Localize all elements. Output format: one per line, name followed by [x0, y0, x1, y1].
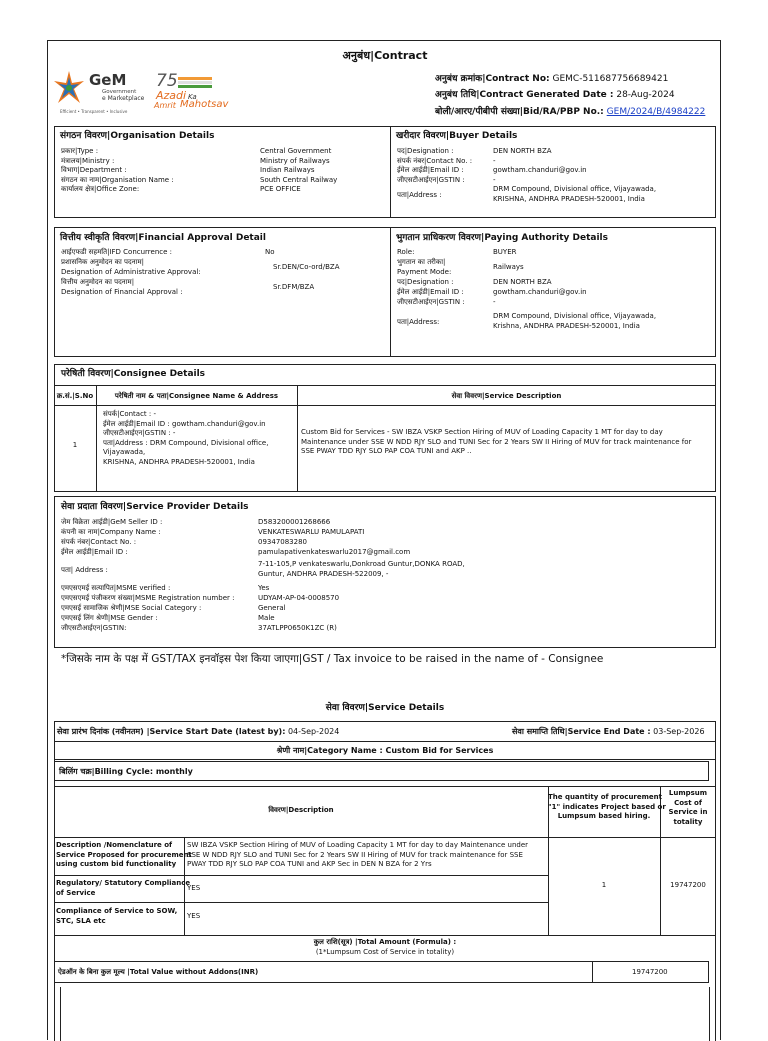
- paying-email-value: gowtham.chanduri@gov.in: [493, 288, 587, 296]
- payment-mode-label-2: Payment Mode:: [397, 268, 452, 276]
- buyer-designation-value: DEN NORTH BZA: [493, 147, 552, 155]
- gst-note: *जिसके नाम के पक्ष में GST/TAX इनवॉइस पेश किया जाएगा|GST / Tax invoice to be raised in the name of - Consignee: [61, 653, 604, 665]
- row-key-line: Description /Nomenclature of: [56, 841, 173, 849]
- buyer-gstin-label: जीएसटीआईएन|GSTIN :: [397, 175, 465, 184]
- consignee-line: Vijayawada,: [103, 448, 146, 456]
- provider-address-row: [61, 558, 711, 584]
- paying-address-row: [397, 312, 715, 334]
- paying-gstin-value: -: [493, 298, 496, 306]
- buyer-row: [397, 166, 715, 176]
- provider-email-label: ईमेल आईडी|Email ID :: [61, 548, 128, 556]
- org-details: [61, 147, 381, 195]
- paying-heading: भुगतान प्राधिकरण विवरण|Paying Authority Details: [396, 233, 609, 243]
- provider-details: [61, 518, 711, 634]
- col-sno: क्र.सं.|S.No: [56, 392, 94, 400]
- fin-approval-label-2: Designation of Financial Approval :: [61, 288, 183, 296]
- row-description-value: [187, 841, 528, 870]
- flag-green: [178, 85, 212, 88]
- contract-date: [435, 89, 675, 101]
- provider-row: [61, 594, 711, 604]
- paying-details: [397, 248, 715, 334]
- org-row: [61, 157, 381, 167]
- provider-gstin-value: 37ATLPP0650K1ZC (R): [258, 624, 337, 632]
- provider-row: [61, 624, 711, 634]
- consignee-line: संपर्क|Contact : -: [103, 410, 157, 418]
- buyer-address-line1: DRM Compound, Divisional office, Vijayawada,: [493, 185, 657, 193]
- col-quantity-line: "1" indicates Project based or: [548, 802, 666, 811]
- contract-page: [47, 40, 721, 1040]
- org-type-value: Central Government: [260, 147, 332, 155]
- contract-no: [435, 73, 668, 85]
- consignee-line: जीएसटीआईएन|GSTIN : -: [103, 429, 176, 437]
- row-description-key: [56, 841, 192, 870]
- divider: [54, 741, 716, 742]
- col-quantity: [548, 793, 666, 822]
- gem-name: GeM: [89, 71, 127, 89]
- role-value: BUYER: [493, 248, 517, 256]
- financial-heading: वित्तीय स्वीकृति विवरण|Financial Approval Detail: [60, 233, 266, 243]
- row-value-line: PWAY TDD RJY SLO PAP COA TUNI and AKP Sec in DEN N BZA for 2 Yrs: [187, 860, 432, 868]
- consignee-line: KRISHNA, ANDHRA PRADESH-520001, India: [103, 457, 255, 466]
- billing-cycle: बिलिंग चक्र|Billing Cycle: monthly: [59, 767, 193, 776]
- msme-verified-label: एमएसएमई सत्यापित|MSME verified :: [61, 584, 171, 592]
- azadi-logo: [154, 71, 244, 115]
- org-zone-value: PCE OFFICE: [260, 185, 301, 193]
- paying-row: [397, 278, 715, 288]
- row-value-line: SSE W NDD RJY SLO and TUNI Sec for 2 Years SW II Hiring of MUV for track maintenance for SSE: [187, 850, 523, 859]
- org-ministry-value: Ministry of Railways: [260, 156, 330, 165]
- row-compliance-key: [56, 907, 177, 926]
- service-start: [57, 726, 339, 737]
- buyer-email-value: gowtham.chanduri@gov.in: [493, 166, 587, 174]
- buyer-row: [397, 157, 715, 167]
- org-department-label: विभाग|Department :: [61, 166, 127, 174]
- contract-date-label: अनुबंध तिथि|Contract Generated Date :: [435, 90, 614, 100]
- category-name: श्रेणी नाम|Category Name : Custom Bid for Services: [276, 746, 494, 755]
- buyer-gstin-value: -: [493, 175, 496, 184]
- col-lumpsum: [660, 789, 716, 827]
- azadi-text-1: Azadi: [156, 89, 187, 102]
- col-lumpsum-line: Service in: [668, 808, 708, 816]
- mse-gender-value: Male: [258, 614, 275, 622]
- divider: [54, 837, 716, 838]
- mse-social-value: General: [258, 604, 286, 612]
- provider-contact-value: 09347083280: [258, 538, 307, 546]
- divider: [54, 385, 716, 386]
- lumpsum-value: 19747200: [670, 881, 706, 889]
- consignee-address: [103, 410, 295, 467]
- divider: [54, 875, 548, 876]
- buyer-heading: खरीदार विवरण|Buyer Details: [396, 131, 518, 141]
- mse-gender-label: एमएसई लिंग श्रेणी|MSE Gender :: [61, 614, 158, 622]
- paying-designation-label: पद|Designation :: [397, 278, 454, 286]
- service-desc-line: Maintenance under SSE W NDD RJY SLO and TUNI Sec for 2 Years SW II Hiring of MUV for track maintenance for: [301, 437, 692, 446]
- org-type-label: प्रकार|Type :: [61, 147, 99, 155]
- row-key-line: using custom bid functionality: [56, 860, 177, 868]
- financial-row: [61, 278, 381, 298]
- divider: [390, 126, 391, 218]
- buyer-details: [397, 147, 715, 206]
- divider: [54, 902, 548, 903]
- contract-date-value: 28-Aug-2024: [616, 90, 675, 100]
- service-end: [512, 726, 705, 737]
- col-service-desc: सेवा विवरण|Service Description: [451, 392, 562, 400]
- financial-details: [61, 248, 381, 298]
- row-key-line: STC, SLA etc: [56, 916, 106, 925]
- divider: [592, 961, 593, 983]
- org-row: [61, 147, 381, 157]
- provider-contact-label: संपर्क नंबर|Contact No. :: [61, 538, 137, 546]
- col-lumpsum-line: Cost of: [674, 798, 702, 807]
- contract-no-label: अनुबंध क्रमांक|Contract No:: [435, 74, 550, 84]
- paying-address-label: पता|Address:: [397, 318, 440, 326]
- org-row: [61, 185, 381, 195]
- provider-row: [61, 528, 711, 538]
- total-formula-title: कुल राशि(सूत्र) |Total Amount (Formula) :: [313, 938, 457, 946]
- page-title: अनुबंध|Contract: [342, 49, 428, 62]
- contract-no-value: GEMC-511687756689421: [552, 74, 669, 84]
- addon-value: 19747200: [632, 968, 668, 976]
- quantity-value: 1: [601, 881, 607, 889]
- paying-row: [397, 288, 715, 298]
- provider-row: [61, 518, 711, 528]
- row-compliance-value: YES: [187, 912, 201, 920]
- provider-email-value: pamulapativenkateswarlu2017@gmail.com: [258, 548, 411, 556]
- buyer-address-line2: KRISHNA, ANDHRA PRADESH-520001, India: [493, 195, 645, 203]
- addon-label: ऐडऑन के बिना कुल मूल्य |Total Value without Addons(INR): [58, 968, 259, 976]
- paying-address-line2: Krishna, ANDHRA PRADESH-520001, India: [493, 322, 640, 330]
- company-value: VENKATESWARLU PAMULAPATI: [258, 528, 365, 536]
- admin-approval-label-2: Designation of Administrative Approval:: [61, 268, 201, 276]
- paying-row: [397, 298, 715, 312]
- provider-row: [61, 614, 711, 624]
- org-row: [61, 176, 381, 186]
- azadi-text-3: Amrit: [154, 101, 176, 110]
- financial-row: [61, 258, 381, 278]
- org-department-value: Indian Railways: [260, 166, 315, 174]
- azadi-text-2: Ka: [188, 93, 197, 101]
- row-key-line: Compliance of Service to SOW,: [56, 907, 178, 915]
- consignee-service-desc: [301, 428, 713, 457]
- msme-reg-label: एमएसएमई पंजीकरण संख्या|MSME Registration number :: [61, 594, 235, 602]
- row-regulatory-key: [56, 879, 190, 898]
- row-key-line: of Service: [56, 888, 96, 897]
- consignee-heading: परेषिती विवरण|Consignee Details: [61, 369, 206, 379]
- consignee-sno: 1: [72, 441, 78, 449]
- fin-approval-value: Sr.DFM/BZA: [273, 283, 315, 291]
- financial-row: [61, 248, 381, 258]
- msme-verified-value: Yes: [258, 584, 270, 592]
- divider: [709, 987, 710, 1041]
- buyer-contact-value: -: [493, 156, 496, 165]
- service-end-value: 03-Sep-2026: [653, 727, 705, 736]
- gem-sub1: Government: [102, 89, 137, 95]
- org-name-label: संगठन का नाम|Organisation Name :: [61, 175, 174, 184]
- service-start-value: 04-Sep-2024: [287, 727, 340, 736]
- buyer-address-row: [397, 185, 715, 206]
- service-desc-line: SSE PWAY TDD RJY SLO PAP COA TUNI and AKP ..: [301, 447, 472, 455]
- row-value-line: SW IBZA VSKP Section Hiring of MUV of Loading Capacity 1 MT for day to day Maintenance under: [187, 841, 529, 849]
- service-desc-line: Custom Bid for Services - SW IBZA VSKP Section Hiring of MUV of Loading Capacity 1 MT for day to day: [301, 428, 663, 436]
- seller-id-value: D583200001268666: [258, 518, 331, 526]
- col-lumpsum-line: Lumpsum: [668, 789, 708, 797]
- bid-no-link[interactable]: GEM/2024/B/4984222: [606, 107, 706, 117]
- org-row: [61, 166, 381, 176]
- service-heading: सेवा विवरण|Service Details: [325, 703, 445, 713]
- provider-address-label: पता| Address :: [61, 566, 108, 574]
- payment-mode-value: Railways: [493, 263, 524, 271]
- ifd-value: No: [265, 248, 275, 256]
- service-start-label: सेवा प्रारंभ दिनांक (नवीनतम) |Service Start Date (latest by):: [57, 727, 286, 736]
- total-formula-desc: (1*Lumpsum Cost of Service in totality): [315, 947, 455, 956]
- admin-approval-value: Sr.DEN/Co-ord/BZA: [273, 263, 340, 271]
- org-ministry-label: मंत्रालय|Ministry :: [61, 156, 115, 165]
- payment-mode-label-1: भुगतान का तरीका|: [397, 258, 446, 266]
- divider: [60, 987, 61, 1041]
- buyer-address-label: पता|Address :: [397, 191, 442, 199]
- fin-approval-label-1: वित्तीय अनुमोदन का पदनाम|: [61, 278, 135, 286]
- col-consignee: परेषिती नाम & पता|Consignee Name & Address: [114, 392, 279, 400]
- divider: [54, 405, 716, 406]
- mse-social-label: एमएसई सामाजिक श्रेणी|MSE Social Category :: [61, 604, 202, 612]
- provider-row: [61, 538, 711, 548]
- paying-email-label: ईमेल आईडी|Email ID :: [397, 288, 464, 296]
- divider: [54, 759, 716, 760]
- buyer-contact-label: संपर्क नंबर|Contact No. :: [397, 156, 473, 165]
- buyer-row: [397, 147, 715, 157]
- azadi-75: 75: [156, 71, 178, 91]
- bid-no-label: बोली/आरए/पीबीपी संख्या|Bid/RA/PBP No.:: [435, 107, 604, 117]
- provider-gstin-label: जीएसटीआईएन|GSTIN:: [61, 624, 127, 632]
- org-heading: संगठन विवरण|Organisation Details: [60, 131, 215, 141]
- company-label: कंपनी का नाम|Company Name :: [61, 528, 161, 536]
- service-end-label: सेवा समाप्ति तिथि|Service End Date :: [512, 727, 651, 736]
- paying-gstin-label: जीएसटीआईएन|GSTIN :: [397, 298, 465, 306]
- gem-sub2: e Marketplace: [102, 95, 145, 102]
- buyer-designation-label: पद|Designation :: [397, 147, 454, 155]
- paying-row: [397, 248, 715, 258]
- provider-row: [61, 604, 711, 614]
- paying-designation-value: DEN NORTH BZA: [493, 278, 552, 286]
- consignee-line: ईमेल आईडी|Email ID : gowtham.chanduri@gov.in: [103, 419, 266, 428]
- bid-no: [435, 106, 705, 118]
- org-name-value: South Central Railway: [260, 175, 338, 184]
- azadi-text-4: Mahotsav: [180, 99, 229, 110]
- consignee-line: पता|Address : DRM Compound, Divisional office,: [103, 438, 269, 447]
- col-quantity-line: The quantity of procurement: [548, 793, 663, 801]
- total-formula: [54, 938, 716, 957]
- row-key-line: Regulatory/ Statutory Compliance: [56, 879, 191, 887]
- provider-address-line2: Guntur, ANDHRA PRADESH-522009, -: [258, 570, 389, 578]
- provider-row: [61, 548, 711, 558]
- paying-address-line1: DRM Compound, Divisional office, Vijayawada,: [493, 312, 657, 320]
- buyer-row: [397, 176, 715, 186]
- role-label: Role:: [397, 248, 415, 256]
- gem-tagline: Efficient • Transparent • Inclusive: [60, 109, 128, 114]
- provider-heading: सेवा प्रदाता विवरण|Service Provider Details: [61, 502, 249, 512]
- gem-star-icon: [52, 69, 86, 107]
- col-description: विवरण|Description: [268, 806, 334, 814]
- flag-white: [178, 81, 212, 84]
- seller-id-label: जेम विक्रेता आईडी|GeM Seller ID :: [61, 518, 163, 526]
- msme-reg-value: UDYAM-AP-04-0008570: [258, 594, 340, 602]
- row-key-line: Service Proposed for procurement: [56, 850, 192, 859]
- gem-logo: [52, 69, 150, 117]
- admin-approval-label-1: प्रशासनिक अनुमोदन का पदनाम|: [61, 258, 144, 266]
- ifd-label: आईएफडी सहमति|IFD Concurrence :: [61, 248, 172, 256]
- col-lumpsum-line: totality: [673, 817, 703, 826]
- flag-saffron: [178, 77, 212, 80]
- col-quantity-line: Lumpsum based hiring.: [557, 812, 651, 820]
- paying-row: [397, 258, 715, 278]
- org-zone-label: कार्यालय क्षेत्र|Office Zone:: [61, 185, 140, 193]
- divider: [390, 227, 391, 357]
- buyer-email-label: ईमेल आईडी|Email ID :: [397, 166, 464, 174]
- row-regulatory-value: YES: [187, 884, 201, 892]
- provider-address-line1: 7-11-105,P venkateswarlu,Donkroad Guntur,DONKA ROAD,: [258, 560, 465, 568]
- provider-row: [61, 584, 711, 594]
